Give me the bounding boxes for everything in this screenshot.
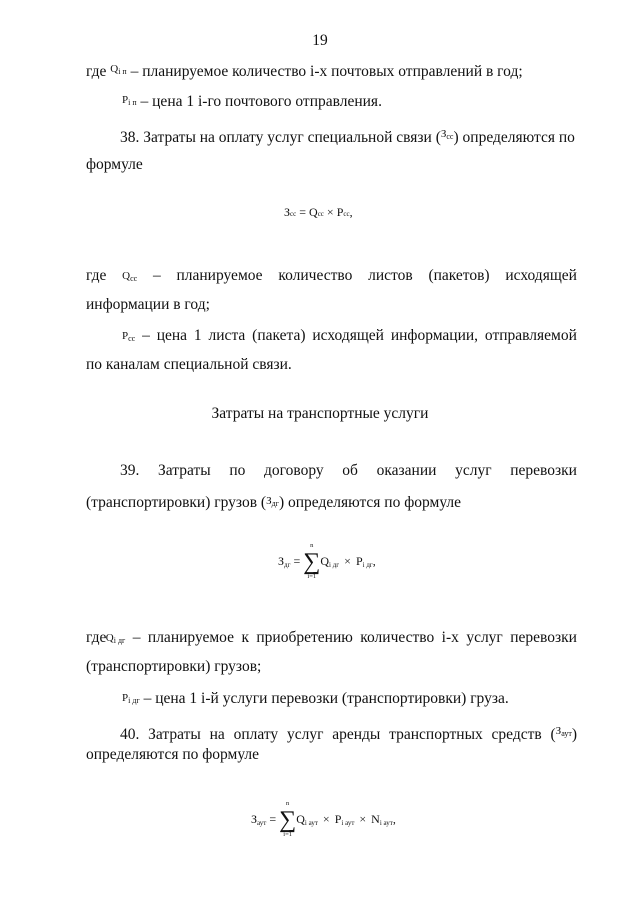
item-38-def-q-line-2: информации в год;	[86, 296, 210, 313]
definition-line-pin: $P_{i п}$ – цена 1 i-го почтового отправления.	[122, 93, 382, 110]
item-39-line-1: 39. Затраты по договору об оказании услуг перевозки	[120, 462, 577, 479]
section-heading: Затраты на транспортные услуги	[211, 405, 429, 422]
symbol-pidg: $P_{i дг}$	[122, 692, 140, 705]
symbol-zss: Зсс	[440, 128, 454, 141]
symbol-q: Qi п	[110, 63, 127, 76]
item-38-line-2: формуле	[86, 156, 143, 173]
symbol-p: $P_{i п}$	[122, 94, 137, 107]
item-38-def-p-line-2: по каналам специальной связи.	[86, 356, 292, 373]
sum-symbol: n ∑ i=1	[279, 800, 297, 838]
item-39-line-2: (транспортировки) грузов $(З_{дг})$ определяются по формуле	[86, 494, 462, 511]
item-38-def-q-line: где $Q_{сс}$ – планируемое количество листов (пакетов) исходящей	[86, 266, 577, 289]
formula-38: Зсс = Qсс × Pсс,	[284, 205, 353, 219]
symbol-zdg: $З_{дг}$	[266, 495, 279, 508]
item-40-line-2: определяются по формуле	[86, 746, 260, 763]
formula-39: З дг = n ∑ i=1 Q i дг × P i дг ,	[278, 542, 376, 580]
sum-symbol: n ∑ i=1	[303, 542, 321, 580]
symbol-zaut: Заут	[555, 725, 572, 738]
item-38-def-p-line: $P_{сс}$ – цена 1 листа (пакета) исходящей информации, отправляемой	[122, 326, 577, 349]
formula-40: З аут = n ∑ i=1 Q i аут × P i аут × N i аут ,	[251, 800, 396, 838]
item-38-line-1: 38. Затраты на оплату услуг специальной связи ($^{З_{сс}}$) определяются по	[120, 128, 575, 146]
page-number: 19	[312, 32, 328, 49]
item-39-def-q-line-2: (транспортировки) грузов;	[86, 658, 262, 675]
symbol-qidg: $Q_{i дг}$	[105, 632, 126, 645]
item-39-def-p-line: $P_{i дг}$ – цена 1 i-й услуги перевозки (транспортировки) груза.	[122, 690, 509, 707]
item-40-line-1: 40. Затраты на оплату услуг аренды транспортных средств ($^{З_{аут}}$)	[120, 725, 577, 743]
symbol-qss: $Q_{сс}$	[122, 270, 138, 283]
symbol-pss: $P_{сс}$	[122, 330, 136, 343]
definition-line-qin: где $^{Q_{i п}}$ – планируемое количество i-х почтовых отправлений в год;	[86, 63, 523, 80]
item-39-def-q-line: где $Q_{i дг}$ – планируемое к приобретению количество i-х услуг перевозки	[86, 628, 577, 651]
